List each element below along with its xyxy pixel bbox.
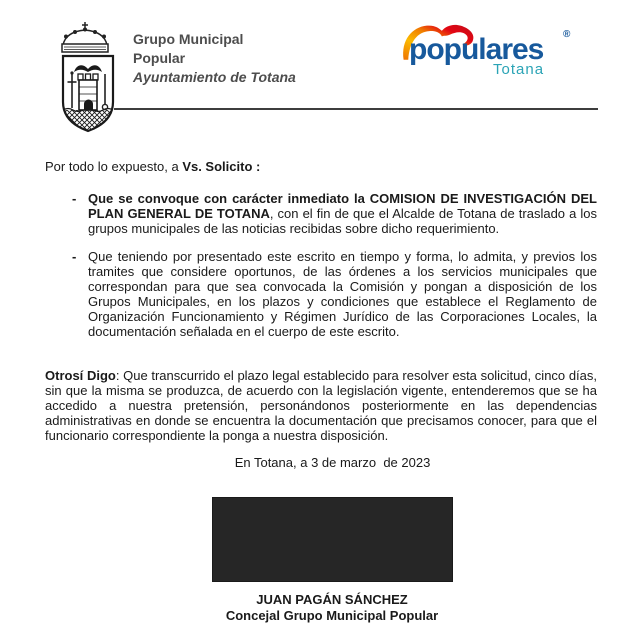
populares-logo (396, 20, 596, 86)
intro-bold-text: Vs. Solicito : (182, 159, 261, 174)
list-item (45, 249, 597, 339)
bullet-text (88, 249, 597, 339)
bullet-text (88, 191, 597, 236)
bullet-bold-text: Que se convoque con carácter inmediato la COMISION DE INVESTIGACIÓN DEL PLAN GENERAL DE TOTANA (88, 191, 597, 221)
otrosi-paragraph (45, 368, 597, 443)
dateline: En Totana, a 3 de marzo de 2023 (234, 455, 431, 470)
bullet-dash: - (72, 191, 77, 206)
party-region-label: Totana (493, 61, 545, 78)
otrosi-text: : Que transcurrido el plazo legal establecido para resolver esta solicitud, cinco días, sin que la misma se produzca, de acuerdo con la legislación vigente, entenderemos que se ha accedido a nuestra pretensión, personándonos posteriormente en las dependencias administrativas en donde se encuentra la documentación que precisamos conocer, para que el funcionario correspondiente la ponga a nuestra disposición. (45, 368, 598, 443)
bullet-dash: - (72, 249, 77, 264)
otrosi-lead: Otrosí Digo (45, 368, 116, 383)
intro-line (45, 159, 597, 174)
bullet-regular-text: , con el fin de que el Alcalde de Totana de traslado a los grupos municipales de las noticias recibidas sobre dicho requerimiento. (88, 206, 597, 236)
petition-list (45, 191, 597, 352)
org-name-line1: Grupo Municipal (133, 31, 244, 47)
list-item (45, 191, 597, 236)
bullet-regular-text: Que teniendo por presentado este escrito en tiempo y forma, lo admita, y previos los tramites que considere oportunos, de las órdenes a los servicios municipales que correspondan para que sea convocada la Comisión y pongan a disposición de los Grupos Municipales, en los plazos y condiciones que establece el Reglamento de Organización Funcionamiento y Régimen Jurídico de las Corporaciones Locales, la documentación señalada en el cuerpo de este escrito. (88, 249, 597, 339)
signature-redaction-block (212, 497, 453, 582)
org-name-line2: Popular (133, 50, 186, 66)
registered-mark: ® (563, 29, 571, 40)
org-subtitle: Ayuntamiento de Totana (133, 69, 296, 85)
signature-block (102, 592, 562, 624)
party-wordmark: populares (409, 33, 544, 66)
header-divider (114, 108, 598, 110)
org-header (133, 30, 296, 87)
intro-regular-text: Por todo lo expuesto, a (45, 159, 183, 174)
signer-title: Concejal Grupo Municipal Popular (225, 608, 439, 623)
signer-name: JUAN PAGÁN SÁNCHEZ (256, 592, 408, 607)
totana-coat-of-arms-icon (47, 20, 119, 142)
